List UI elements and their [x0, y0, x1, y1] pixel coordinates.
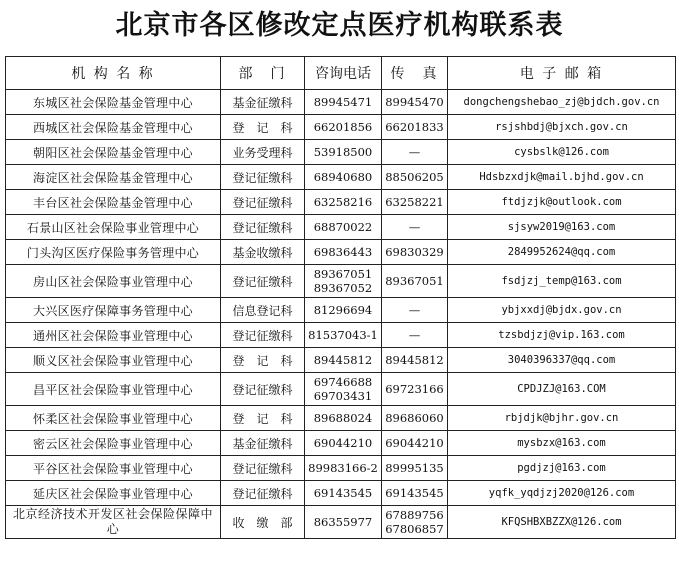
header-org: 机 构 名 称	[6, 57, 221, 90]
phone-number: 89367051	[313, 267, 373, 281]
fax-cell	[382, 431, 448, 456]
table-row	[6, 298, 676, 323]
phone-cell	[305, 115, 382, 140]
org-name-cell: 顺义区社会保险事业管理中心	[6, 348, 221, 373]
fax-number: 89445812	[385, 353, 444, 367]
org-name-cell: 石景山区社会保险事业管理中心	[6, 215, 221, 240]
fax-number: 89686060	[385, 411, 444, 425]
header-phone: 咨询电话	[305, 57, 382, 90]
table-row	[6, 140, 676, 165]
department-cell: 登 记 科	[221, 348, 305, 373]
fax-number: 63258221	[385, 195, 444, 209]
fax-number: —	[408, 328, 421, 342]
header-row	[6, 57, 676, 90]
phone-cell	[305, 90, 382, 115]
fax-cell	[382, 190, 448, 215]
fax-number: 69723166	[385, 382, 444, 396]
department-cell: 登记征缴科	[221, 456, 305, 481]
department-cell: 基金收缴科	[221, 240, 305, 265]
phone-cell	[305, 140, 382, 165]
org-name-cell: 怀柔区社会保险事业管理中心	[6, 406, 221, 431]
phone-cell	[305, 348, 382, 373]
org-name-cell: 昌平区社会保险事业管理中心	[6, 373, 221, 406]
fax-number: 89995135	[385, 461, 444, 475]
fax-number: 69044210	[385, 436, 444, 450]
department-cell: 信息登记科	[221, 298, 305, 323]
table-row	[6, 456, 676, 481]
fax-cell	[382, 215, 448, 240]
phone-cell	[305, 431, 382, 456]
phone-number: 89945471	[313, 95, 373, 109]
phone-cell	[305, 406, 382, 431]
fax-number: 69830329	[385, 245, 444, 259]
table-row	[6, 165, 676, 190]
fax-cell	[382, 265, 448, 298]
fax-cell	[382, 406, 448, 431]
phone-cell	[305, 481, 382, 506]
email-cell[interactable]: ybjxxdj@bjdx.gov.cn	[448, 298, 676, 323]
fax-number: 89367051	[385, 274, 444, 288]
fax-cell	[382, 165, 448, 190]
phone-cell	[305, 373, 382, 406]
email-cell[interactable]: yqfk_yqdjzj2020@126.com	[448, 481, 676, 506]
phone-number: 81296694	[313, 303, 373, 317]
phone-number: 86355977	[313, 515, 373, 529]
header-fax: 传 真	[382, 57, 448, 90]
table-row	[6, 373, 676, 406]
table-row	[6, 506, 676, 539]
table-row	[6, 323, 676, 348]
fax-cell	[382, 90, 448, 115]
table-row	[6, 406, 676, 431]
phone-cell	[305, 265, 382, 298]
fax-cell	[382, 323, 448, 348]
org-name-cell: 东城区社会保险基金管理中心	[6, 90, 221, 115]
fax-cell	[382, 456, 448, 481]
email-cell[interactable]: rsjshbdj@bjxch.gov.cn	[448, 115, 676, 140]
email-cell[interactable]: dongchengshebao_zj@bjdch.gov.cn	[448, 90, 676, 115]
org-name-cell: 平谷区社会保险事业管理中心	[6, 456, 221, 481]
email-cell[interactable]: tzsbdjzj@vip.163.com	[448, 323, 676, 348]
phone-number: 81537043-1	[308, 328, 378, 342]
fax-cell	[382, 115, 448, 140]
email-cell[interactable]: mysbzx@163.com	[448, 431, 676, 456]
email-cell[interactable]: CPDJZJ@163.COM	[448, 373, 676, 406]
fax-number: 66201833	[385, 120, 444, 134]
table-row	[6, 240, 676, 265]
department-cell: 登记征缴科	[221, 481, 305, 506]
phone-number: 63258216	[313, 195, 373, 209]
email-cell[interactable]: KFQSHBXBZZX@126.com	[448, 506, 676, 539]
phone-cell	[305, 240, 382, 265]
fax-cell	[382, 140, 448, 165]
fax-cell	[382, 298, 448, 323]
phone-number: 89983166-2	[308, 461, 378, 475]
org-name-cell: 丰台区社会保险基金管理中心	[6, 190, 221, 215]
table-row	[6, 190, 676, 215]
fax-number: 89945470	[385, 95, 444, 109]
org-name-cell: 延庆区社会保险事业管理中心	[6, 481, 221, 506]
phone-cell	[305, 215, 382, 240]
department-cell: 登 记 科	[221, 406, 305, 431]
phone-number: 66201856	[313, 120, 373, 134]
fax-number: —	[408, 220, 421, 234]
phone-number: 69044210	[313, 436, 373, 450]
fax-number: —	[408, 303, 421, 317]
email-cell[interactable]: sjsyw2019@163.com	[448, 215, 676, 240]
fax-number: 88506205	[385, 170, 444, 184]
phone-number: 89367052	[313, 281, 373, 295]
department-cell: 登记征缴科	[221, 373, 305, 406]
phone-cell	[305, 165, 382, 190]
org-name-cell: 大兴区医疗保障事务管理中心	[6, 298, 221, 323]
fax-number: 69143545	[385, 486, 444, 500]
email-cell[interactable]: ftdjzjk@outlook.com	[448, 190, 676, 215]
email-cell[interactable]: fsdjzj_temp@163.com	[448, 265, 676, 298]
phone-number: 69746688	[313, 375, 373, 389]
phone-number: 69703431	[313, 389, 373, 403]
email-cell[interactable]: Hdsbzxdjk@mail.bjhd.gov.cn	[448, 165, 676, 190]
table-row	[6, 348, 676, 373]
org-name-cell: 通州区社会保险事业管理中心	[6, 323, 221, 348]
email-cell[interactable]: 3040396337@qq.com	[448, 348, 676, 373]
page-title: 北京市各区修改定点医疗机构联系表	[115, 10, 564, 41]
department-cell: 登记征缴科	[221, 265, 305, 298]
table-row	[6, 90, 676, 115]
department-cell: 登记征缴科	[221, 215, 305, 240]
department-cell: 登 记 科	[221, 115, 305, 140]
fax-cell	[382, 481, 448, 506]
table-row	[6, 481, 676, 506]
fax-cell	[382, 240, 448, 265]
department-cell: 登记征缴科	[221, 190, 305, 215]
phone-number: 69143545	[313, 486, 373, 500]
org-name-cell: 门头沟区医疗保险事务管理中心	[6, 240, 221, 265]
table-row	[6, 215, 676, 240]
department-cell: 基金征缴科	[221, 431, 305, 456]
org-name-cell: 海淀区社会保险基金管理中心	[6, 165, 221, 190]
department-cell: 登记征缴科	[221, 165, 305, 190]
fax-number: 67889756	[385, 508, 444, 522]
phone-cell	[305, 298, 382, 323]
fax-number: —	[408, 145, 421, 159]
phone-cell	[305, 323, 382, 348]
header-email: 电 子 邮 箱	[448, 57, 676, 90]
phone-cell	[305, 456, 382, 481]
phone-cell	[305, 190, 382, 215]
email-cell[interactable]: rbjdjk@bjhr.gov.cn	[448, 406, 676, 431]
department-cell: 基金征缴科	[221, 90, 305, 115]
department-cell: 业务受理科	[221, 140, 305, 165]
phone-number: 53918500	[313, 145, 373, 159]
table-row	[6, 265, 676, 298]
email-cell[interactable]: pgdjzj@163.com	[448, 456, 676, 481]
fax-cell	[382, 506, 448, 539]
department-cell: 登记征缴科	[221, 323, 305, 348]
table-row	[6, 115, 676, 140]
contact-table	[5, 56, 676, 539]
org-name-cell: 北京经济技术开发区社会保险保障中心	[6, 506, 221, 539]
fax-cell	[382, 348, 448, 373]
fax-cell	[382, 373, 448, 406]
header-dept: 部 门	[221, 57, 305, 90]
phone-number: 68870022	[313, 220, 373, 234]
phone-number: 89445812	[313, 353, 373, 367]
fax-number: 67806857	[385, 522, 444, 536]
phone-cell	[305, 506, 382, 539]
phone-number: 69836443	[313, 245, 373, 259]
phone-number: 68940680	[313, 170, 373, 184]
department-cell: 收 缴 部	[221, 506, 305, 539]
table-row	[6, 431, 676, 456]
org-name-cell: 西城区社会保险基金管理中心	[6, 115, 221, 140]
email-cell[interactable]: 2849952624@qq.com	[448, 240, 676, 265]
email-cell[interactable]: cysbslk@126.com	[448, 140, 676, 165]
org-name-cell: 密云区社会保险事业管理中心	[6, 431, 221, 456]
phone-number: 89688024	[313, 411, 373, 425]
org-name-cell: 房山区社会保险事业管理中心	[6, 265, 221, 298]
table-body	[6, 90, 676, 539]
org-name-cell: 朝阳区社会保险基金管理中心	[6, 140, 221, 165]
